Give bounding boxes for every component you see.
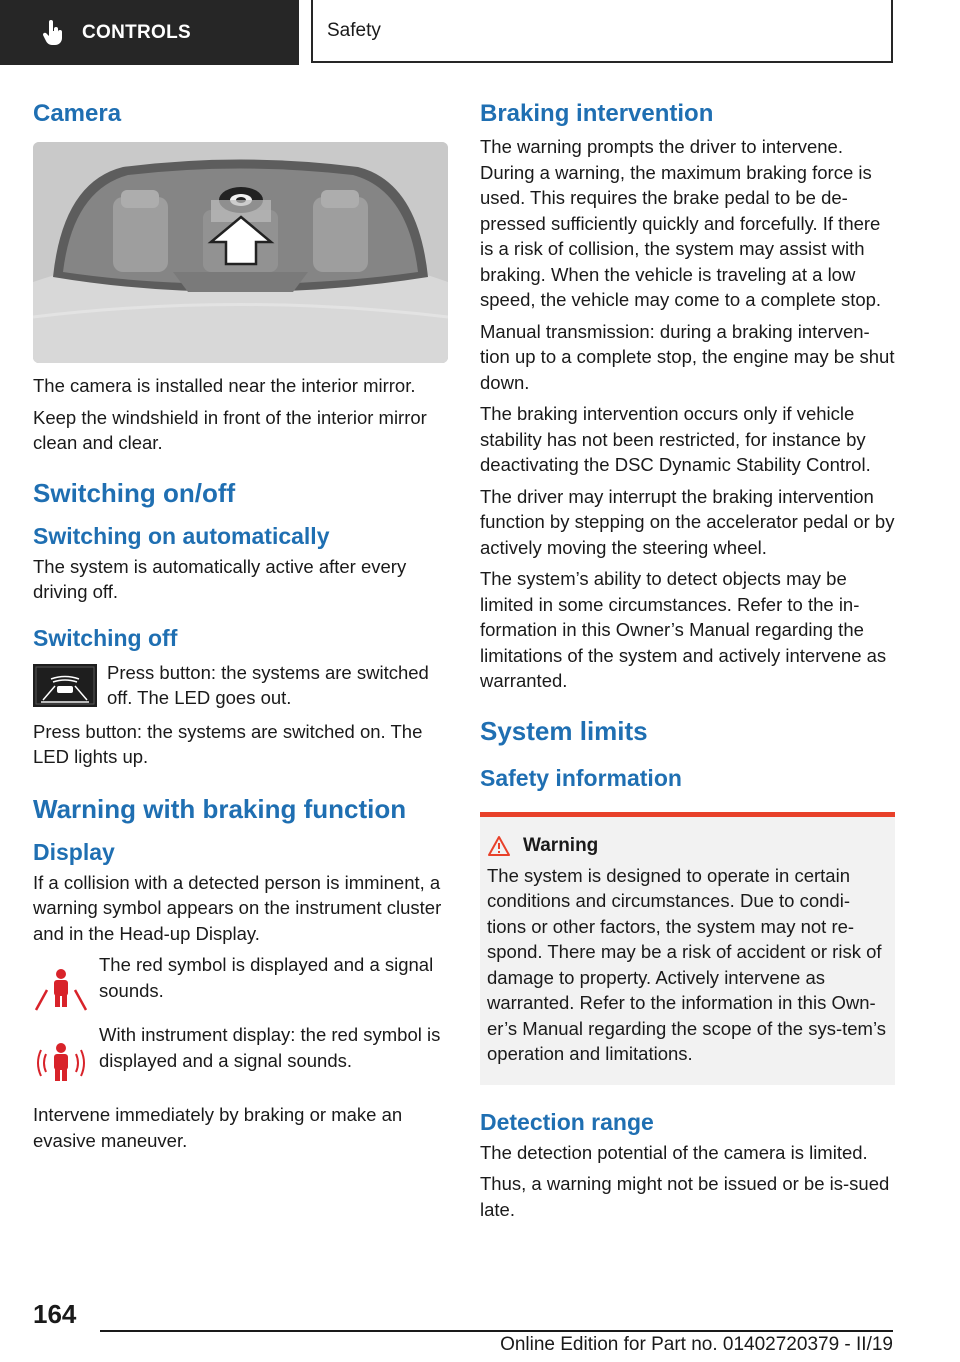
symbol-row-1 [33, 952, 448, 1012]
chapter-label: CONTROLS [82, 21, 192, 43]
off-button-row [33, 660, 448, 711]
driver-assist-button-icon [33, 664, 97, 707]
braking-text-3: The braking intervention occurs only if vehicle stability has not been restricted, for instance by deactivating the DSC Dynamic Stability Control. [480, 403, 871, 475]
braking-text-1: The warning prompts the driver to intervene. During a warning, the maximum braking force is used. This requires the brake pedal to be de-pressed sufficiently quickly and forcefully. If there is a risk of collision, the system may assist with braking. When the vehicle is traveling at a low speed, the vehicle may come to a complete stop. [480, 136, 882, 310]
symbol-1-text: The red symbol is displayed and a signal sounds. [99, 954, 434, 1001]
footer-divider [100, 1330, 893, 1332]
camera-text-2: Keep the windshield in front of the interior mirror clean and clear. [33, 406, 427, 453]
chapter-tab [0, 0, 299, 65]
symbol-2-text: With instrument display: the red symbol is displayed and a signal sounds. [99, 1024, 441, 1071]
braking-text-4: The driver may interrupt the braking intervention function by stepping on the accelerator pedal or by actively moving the steering wheel. [480, 485, 895, 558]
hand-pointer-icon [42, 20, 64, 46]
warning-braking-heading: Warning with braking function [33, 793, 407, 824]
braking-text-2: Manual transmission: during a braking interven-tion up to a complete stop, the engine may be shut down. [480, 320, 895, 393]
edition-text: Online Edition for Part no. 01402720379 - II/19 [500, 1334, 893, 1355]
warning-box [480, 812, 895, 1085]
auto-heading: Switching on automatically [33, 522, 330, 549]
warning-header [487, 835, 887, 857]
range-text-1: The detection potential of the camera is limited. [480, 1141, 868, 1163]
section-label: Safety [327, 19, 381, 41]
display-heading: Display [33, 838, 115, 865]
left-column [33, 100, 448, 1159]
camera-location-illustration [33, 142, 448, 363]
off-heading: Switching off [33, 624, 178, 651]
display-text: If a collision with a detected person is imminent, a warning symbol appears on the instrument cluster and in the Head-up Display. [33, 871, 442, 944]
right-column [480, 100, 895, 1228]
braking-heading: Braking intervention [480, 100, 714, 127]
switching-heading: Switching on/off [33, 477, 236, 508]
braking-text-5: The system’s ability to detect objects may be limited in some circumstances. Refer to the in-formation in this Owner’s Manual regarding the limitations of the system and actively intervene as warranted. [480, 568, 887, 691]
page-number: 164 [33, 1299, 77, 1329]
safety-info-heading: Safety information [480, 764, 682, 791]
camera-text-1: The camera is installed near the interior mirror. [33, 375, 416, 396]
pedestrian-sound-warning-icon [33, 1036, 89, 1088]
warning-title: Warning [523, 834, 599, 856]
off-text-1: Press button: the systems are switched off. The LED goes out. [107, 661, 429, 708]
camera-heading: Camera [33, 100, 122, 127]
warning-triangle-icon [487, 835, 511, 857]
section-tab [311, 0, 893, 63]
auto-text: The system is automatically active after every driving off. [33, 555, 407, 602]
symbol-row-2 [33, 1022, 448, 1088]
range-text-2: Thus, a warning might not be issued or be is-sued late. [480, 1173, 890, 1220]
off-text-2: Press button: the systems are switched on. The LED lights up. [33, 720, 423, 767]
warning-text: The system is designed to operate in certain conditions and circumstances. Due to condi-tions or other factors, the system may not re-spond. There may be a risk of accident or risk of damage to property. Actively intervene as warranted. Refer to the information in this Own-er’s Manual regarding the scope of the sys-tem’s operation and limitations. [487, 864, 886, 1064]
detection-range-heading: Detection range [480, 1108, 654, 1135]
system-limits-heading: System limits [480, 715, 648, 746]
intervene-text: Intervene immediately by braking or make an evasive maneuver. [33, 1104, 403, 1151]
pedestrian-warning-icon [33, 960, 89, 1012]
